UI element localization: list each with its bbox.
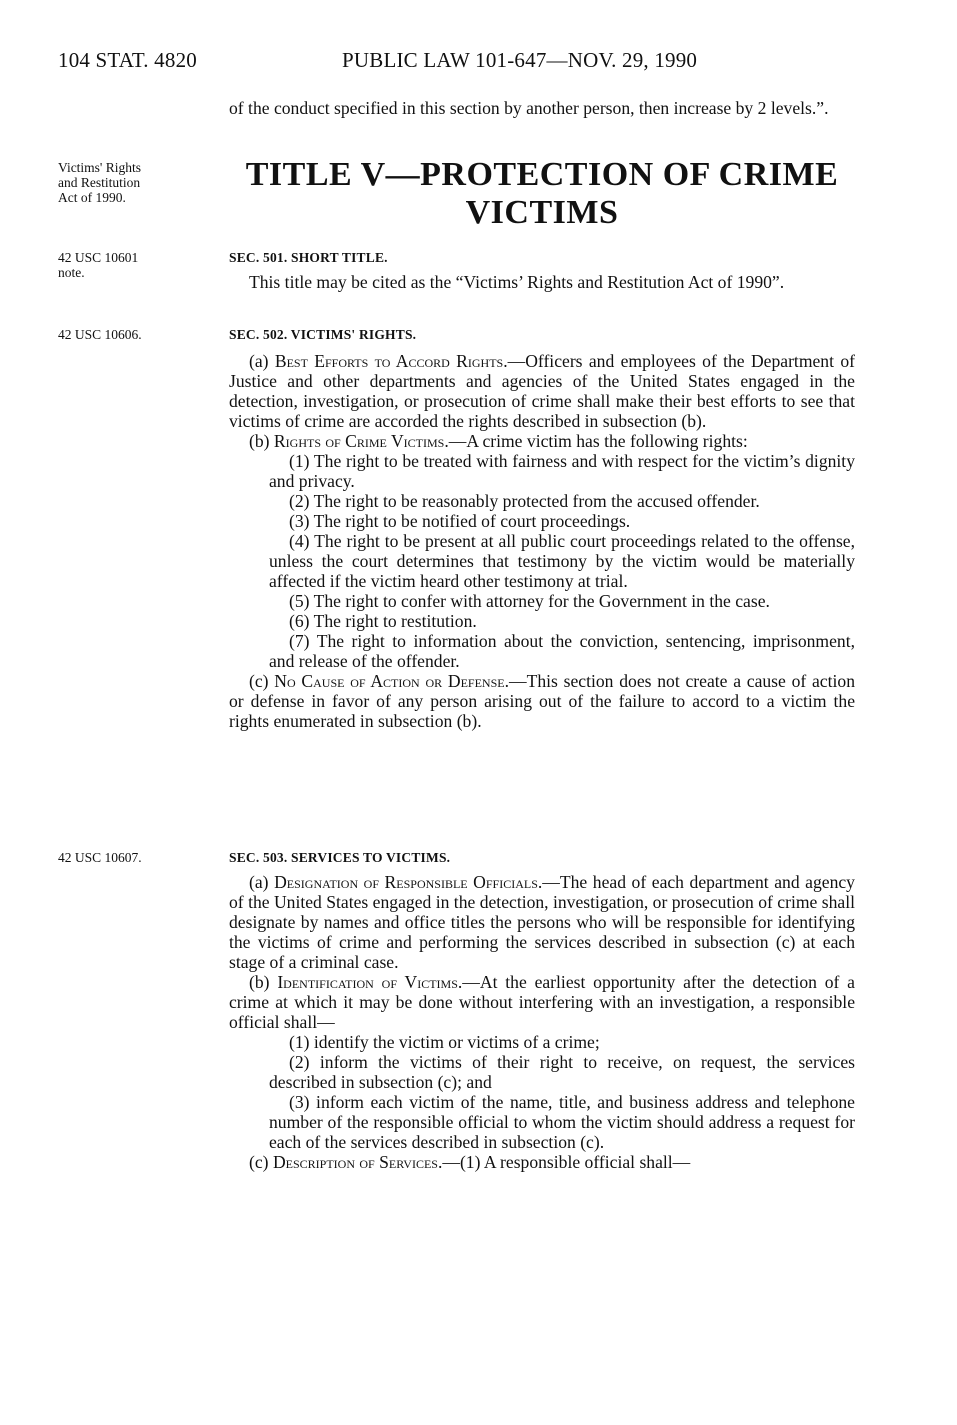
subsection-502-c: (c) No Cause of Action or Defense.—This section does not create a cause of action or defense in favor of any person arising out of the failure to accord to a victim the rights enumerated in subsection (b).	[229, 671, 855, 731]
list-item: (6) The right to restitution.	[289, 611, 477, 631]
list-item: (3) inform each victim of the name, title, and business address and telephone number of the responsible official to whom the victim should address a request for each of the services described in subsection (c).	[269, 1092, 855, 1152]
margin-note-usc-10606: 42 USC 10606.	[58, 327, 142, 342]
public-law-citation: PUBLIC LAW 101-647—NOV. 29, 1990	[342, 48, 698, 72]
subsection-503-c: (c) Description of Services.—(1) A responsible official shall—	[249, 1152, 691, 1172]
section-502-body	[229, 351, 855, 731]
stat-page-number: 104 STAT. 4820	[58, 48, 197, 72]
list-item: (2) inform the victims of their right to receive, on request, the services described in subsection (c); and	[269, 1052, 855, 1092]
subsection-502-b: (b) Rights of Crime Victims.—A crime victim has the following rights:	[249, 431, 748, 451]
margin-note-usc-10601: 42 USC 10601 note.	[58, 250, 139, 280]
section-503-body	[229, 872, 855, 1172]
list-item: (1) The right to be treated with fairness and with respect for the victim’s dignity and privacy.	[269, 451, 855, 491]
subsection-503-b: (b) Identification of Victims.—At the earliest opportunity after the detection of a crime at which it may be done without interfering with an investigation, a responsible official shall—	[229, 972, 855, 1032]
list-item: (1) identify the victim or victims of a crime;	[289, 1032, 600, 1052]
list-item: (4) The right to be present at all public court proceedings related to the offense, unless the court determines that testimony by the victim would be materially affected if the victim heard other testimony at trial.	[269, 531, 855, 591]
list-item: (3) The right to be notified of court proceedings.	[289, 511, 631, 531]
margin-note-act-name: Victims' Rights and Restitution Act of 1990.	[58, 160, 142, 205]
continuation-paragraph: of the conduct specified in this section by another person, then increase by 2 levels.”.	[229, 98, 829, 118]
list-item: (2) The right to be reasonably protected from the accused offender.	[289, 491, 760, 511]
list-item: (7) The right to information about the conviction, sentencing, imprisonment, and release of the offender.	[269, 631, 855, 671]
section-501-heading: SEC. 501. SHORT TITLE.	[229, 250, 388, 265]
section-503-heading: SEC. 503. SERVICES TO VICTIMS.	[229, 850, 451, 865]
margin-note-usc-10607: 42 USC 10607.	[58, 850, 142, 865]
subsection-502-a: (a) Best Efforts to Accord Rights.—Officers and employees of the Department of Justice and other departments and agencies of the United States engaged in the detection, investigation, or prosecution of crime shall make their best efforts to see that victims of crime are accorded the rights described in subsection (b).	[229, 351, 855, 431]
section-501-text: This title may be cited as the “Victims’ Rights and Restitution Act of 1990”.	[249, 272, 785, 292]
title-heading: TITLE V—PROTECTION OF CRIME VICTIMS	[245, 156, 839, 231]
subsection-503-a: (a) Designation of Responsible Officials.—The head of each department and agency of the United States engaged in the detection, investigation, or prosecution of crime shall designate by names and office titles the persons who will be responsible for identifying the victims of crime and performing the services described in subsection (c) at each stage of a criminal case.	[229, 872, 855, 972]
section-502-heading: SEC. 502. VICTIMS' RIGHTS.	[229, 327, 417, 342]
list-item: (5) The right to confer with attorney for the Government in the case.	[289, 591, 770, 611]
